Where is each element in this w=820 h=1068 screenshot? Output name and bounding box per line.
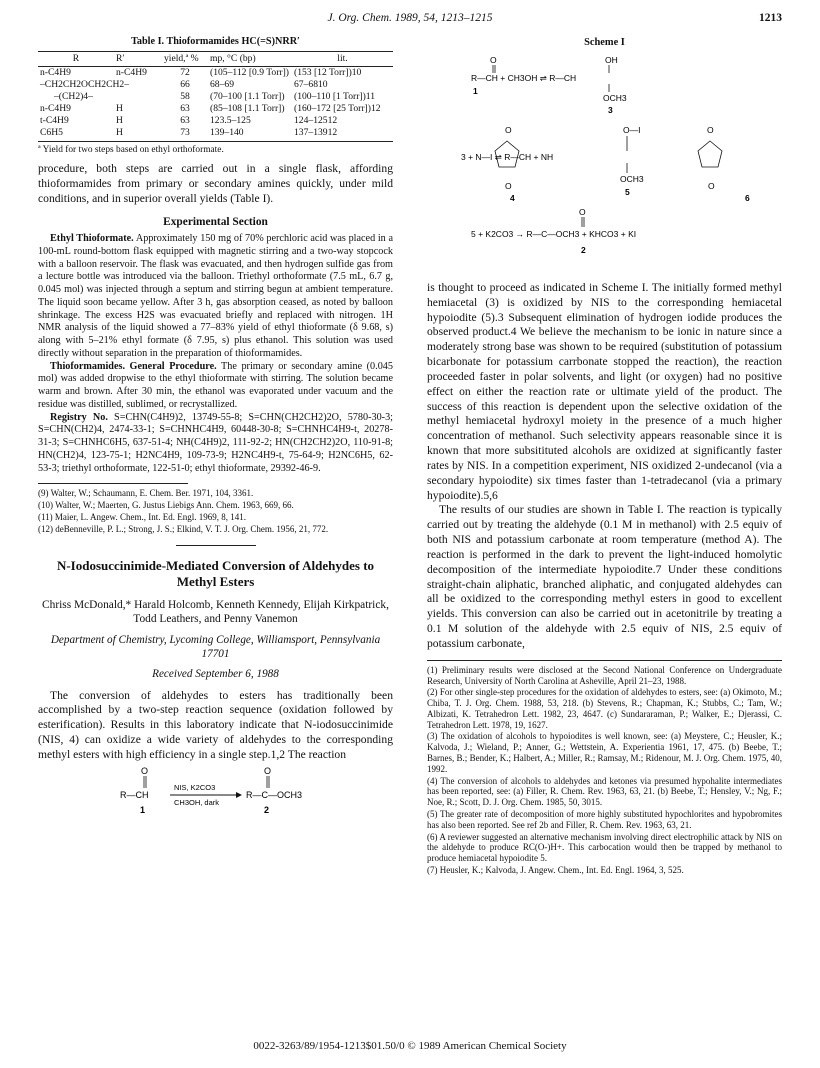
reaction-diagram <box>38 765 393 817</box>
ester-formula: R—C—OCH3 <box>246 789 303 800</box>
experimental-paragraph <box>38 233 393 361</box>
page-number: 1213 <box>759 12 782 24</box>
oxygen-atom: O <box>490 55 497 65</box>
compound-label-6: 6 <box>745 193 750 203</box>
table-cell: 123.5–125 <box>210 114 251 126</box>
table-cell: (85–108 [1.1 Torr]) <box>210 102 285 114</box>
table-cell: n-C4H9 <box>40 66 71 78</box>
scheme-title: Scheme I <box>584 37 625 48</box>
compound-label-4: 4 <box>510 193 515 203</box>
table-cell: t-C4H9 <box>40 114 69 126</box>
footnote-divider <box>427 660 782 661</box>
left-column <box>38 36 393 817</box>
table-cell: H <box>116 102 123 114</box>
oxygen-atom: O <box>707 125 714 135</box>
reference-item: (4) The conversion of alcohols to aldehydes and ketones via presumed hypohalite intermediates has been reported, see: (a) Filler, R. Chem. Rev. 1963, 63, 21. (b) Beebe, T.; Hensley, V.; Ng, F.; Noe, R.; Scott, D. J. Org. Chem. 1985, 50, 3015. <box>427 775 782 808</box>
reference-item: (12) deBenneville, P. L.; Strong, J. S.; Elkind, V. T. J. Org. Chem. 1956, 21, 772. <box>38 523 329 534</box>
running-header <box>0 12 820 28</box>
thioformamide-table <box>38 51 393 142</box>
article-affiliation: Department of Chemistry, Lycoming College, Williamsport, Pennsylvania 17701 <box>50 633 381 660</box>
table-header-row <box>38 51 393 66</box>
oxygen-atom: O <box>264 765 272 776</box>
paragraph-heading: Ethyl Thioformate. <box>50 233 134 245</box>
article-authors: Chriss McDonald,* Harald Holcomb, Kenneth Kennedy, Elijah Kirkpatrick, Todd Leathers, and Penny Vanemon <box>42 599 389 626</box>
table-cell: 66 <box>180 78 190 90</box>
registry-body: S=CHN(C4H9)2, 13749-55-8; S=CHN(CH2CH2)2O, 5780-30-3; S=CHN(CH2)4, 2474-33-1; S=CHNHC4H9, 60448-30-8; S=CHNHC4H9-t, 20278-31-3; S=CHNHC6H5, 637-51-4; NH(C4H9)2, 111-92-2; HN(CH2CH2)2O, 110-91-8; HN(CH2)4, 123-75-1; H2NC4H9, 109-73-9; H2NC4H9-t, 75-64-9; H2NC6H5, 62-53-3; triethyl orthoformate, 122-51-0; ethyl thioformate, 29392-46-9. <box>38 411 393 474</box>
oxygen-atom: O <box>141 765 149 776</box>
footnote-divider <box>38 483 188 484</box>
table-cell: (100–110 [1 Torr])11 <box>294 90 376 102</box>
table-cell: n-C4H9 <box>40 102 71 114</box>
paragraph-heading: Thioformamides. General Procedure. <box>50 360 217 372</box>
table-cell: 63 <box>180 114 190 126</box>
compound-label-2: 2 <box>581 245 586 255</box>
left-references <box>38 488 393 534</box>
oxygen-atom: O <box>579 207 586 217</box>
compound-label-5: 5 <box>625 187 630 197</box>
intro-paragraph: procedure, both steps are carried out in a single flask, affording thioformamides from primary or secondary amines quickly, under mild conditions, and in superior overall yields (Table I). <box>38 162 393 206</box>
reference-item: (5) The greater rate of decomposition of more highly substituted hypochlorites and hypobromites has also been reported. See ref 2b and Filler, R. Chem. Rev. 1963, 63, 21. <box>427 809 782 830</box>
table-caption: Table I. Thioformamides HC(=S)NRR′ <box>131 36 300 47</box>
article-divider <box>176 545 256 546</box>
table-cell: 58 <box>180 90 190 102</box>
table-footnote: ª Yield for two steps based on ethyl orthoformate. <box>38 144 224 155</box>
table-cell: H <box>116 114 123 126</box>
compound-label-1: 1 <box>473 86 478 96</box>
reagent-bottom: CH3OH, dark <box>174 797 220 807</box>
table-cell: (160–172 [25 Torr])12 <box>294 102 381 114</box>
scheme-diagram <box>427 49 782 279</box>
table-cell: 67–6810 <box>294 78 328 90</box>
results-paragraph: The results of our studies are shown in Table I. The reaction is typically carried out by treating the aldehyde (0.1 M in methanol) with 2.5 equiv of both NIS and potassium carbonate at room temperature (method A). The reaction is performed in the dark to prevent the light-induced homolytic decomposition of the intermediate hypoiodite.7 Under these conditions straight-chain aliphatic, branched aliphatic, and conjugated aldehydes can all be oxidized to the corresponding methyl esters in good to excellent yields. This conversion can also be carried out in acetonitrile by treating a 0.1 M solution of the aldehyde with 2.5 equiv of NIS, 2.5 equiv of potassium carbonate, <box>427 503 782 650</box>
compound-label-1: 1 <box>140 804 146 815</box>
reference-item: (2) For other single-step procedures for the oxidation of aldehydes to esters, see: (a) Okimoto, M.; Chiba, T. J. Org. Chem. 1988, 53, 218. (b) Stevens, R.; Chapman, K.; Stubbs, C.; Tam, W.; Albizati, K. Tetrahedron Lett. 1982, 23, 4647. (c) Sundararaman, P.; Walker, E.; Djerassi, C. Tetrahedron Lett. 1978, 19, 1627. <box>427 687 782 730</box>
scheme-line-3: 3 + N—I ⇌ R—CH + NH <box>461 152 554 162</box>
reference-item: (6) A reviewer suggested an alternative mechanism involving direct electrophilic attack by NIS on the aldehyde to produce RC(O-)H+. This carbocation would then be trapped by methanol to produce hemiacetal hypoiodite 5. <box>427 831 782 864</box>
table-cell: C6H5 <box>38 127 114 141</box>
col-header-lit: lit. <box>292 51 393 66</box>
table-row <box>38 103 393 115</box>
table-row <box>38 115 393 127</box>
reference-item: (7) Heusler, K.; Kalvoda, J. Angew. Chem., Int. Ed. Engl. 1964, 3, 525. <box>427 865 684 876</box>
table-cell: H <box>114 127 162 141</box>
col-header-mp: mp, °C (bp) <box>208 51 292 66</box>
table-cell: n-C4H9 <box>116 66 147 78</box>
table-cell: –(CH2)4– <box>54 90 93 102</box>
table-cell: 63 <box>180 102 190 114</box>
table-cell: 124–12512 <box>294 114 338 126</box>
table-row <box>38 79 393 91</box>
abstract-paragraph: The conversion of aldehydes to esters has traditionally been accomplished by a two-step reaction sequence (oxidation followed by esterification). Results in this laboratory indicate that N-iodosuccinimide (NIS, 4) can oxidize a wide variety of aldehydes to the corresponding methyl esters with high efficiency in a single step.1,2 The reaction <box>38 688 393 761</box>
reference-item: (3) The oxidation of alcohols to hypoiodites is well known, see: (a) Meystere, C.; Heusler, K.; Kalvoda, J.; Wieland, P.; Anner, G.; Wettstein, A. Experientia 1961, 17, 475. (b) Beebe, T.; Barnes, B.; Bender, K.; Halbert, A.; Miller, R.; Ramsay, M.; Ridenour, M. J. Org. Chem. 1975, 40, 1992. <box>427 731 782 774</box>
registry-paragraph <box>38 412 393 476</box>
reference-item: (1) Preliminary results were disclosed at the Second National Conference on Undergraduate Research, University of North Carolina at Asheville, April 21–23, 1988. <box>427 664 782 686</box>
oxygen-atom: O <box>505 125 512 135</box>
right-references <box>427 665 782 876</box>
oxygen-atom: O <box>505 181 512 191</box>
table-row <box>38 66 393 78</box>
reference-item: (11) Maier, L. Angew. Chem., Int. Ed. Engl. 1969, 8, 141. <box>38 511 246 522</box>
table-cell: 68–69 <box>210 78 234 90</box>
table-row <box>38 91 393 103</box>
table-cell: 73 <box>162 127 208 141</box>
table-cell: 139–140 <box>208 127 292 141</box>
compound-label-3: 3 <box>608 105 613 115</box>
paragraph-body: Approximately 150 mg of 70% perchloric acid was placed in a 100-mL round-bottom flask equipped with magnetic stirring and a two-way stopcock with a balloon reservoir. The flask was evacuated, and then hydrogen sulfide gas from a lecture bottle was introduced via the balloon. Triethyl orthoformate (7.5 mL, 6.7 g, 0.045 mol) was injected through a septum and stirring begun at ambient temperature. The liquid soon became yellow. After 3 h, gas absorption ceased, as noted by balloon shrinkage. The excess H2S was evacuated briefly and replaced with nitrogen. 1H NMR analysis of the liquid showed a 77–83% yield of ethyl thioformate (δ 9.68, s) along with 5–21% ethyl formate (δ 7.95, s) plus ethanol. This solution was used directly without separation in the preparation of thioformamides. <box>38 233 393 359</box>
succinimide-ring <box>698 141 722 167</box>
experimental-paragraph <box>38 361 393 412</box>
mechanism-paragraph: is thought to proceed as indicated in Scheme I. The initially formed methyl hemiacetal (3) is oxidized by NIS to the corresponding hemiacetal hypoiodite (5).3 Subsequent elimination of hydrogen iodide produces the observed product.4 We believe the mechanism to be ionic in nature since a moderately strong base was shown to be required (substitution of potassium bicarbonate for potassium carrbonate stopped the reaction), the reaction proceeded faster in polar solvents, and light (or oxygen) had no positive effect on either the reaction rate or ultimate yield of the product. The success of this reaction is dependent upon the selective oxidation of the methyl hemiacetal hydroxyl moiety in the presence of a much higher concentration of methanol. Such selectivity appears reasonable since it is known that more subsitituted alcohols are oxidized at significantly faster rates by NIS. In a competition experiment, NIS oxidized 2-undecanol (via a secondary hypoiodite) six times faster than 1-tetradecanol (via a primary hypoiodite).5,6 <box>427 281 782 502</box>
scheme-line-1: R—CH + CH3OH ⇌ R—CH <box>471 73 577 83</box>
scheme-line-4: 5 + K2CO3 → R—C—OCH3 + KHCO3 + KI <box>471 229 637 239</box>
right-column <box>427 36 782 877</box>
table-cell: –CH2CH2OCH2CH2– <box>40 78 130 90</box>
section-title: Experimental Section <box>163 215 268 228</box>
page-footer: 0022-3263/89/1954-1213$01.50/0 © 1989 American Chemical Society <box>253 1040 567 1052</box>
compound-label-2: 2 <box>264 804 270 815</box>
table-cell: 137–13912 <box>292 127 393 141</box>
table-cell: (70–100 [1.1 Torr]) <box>210 90 285 102</box>
paragraph-body: The primary or secondary amine (0.045 mol) was added dropwise to the ethyl thioformate with stirring. The solution became warm and brown. After 30 min, the ethanol was evaporated under vacuum and the residue was distilled, sublimed, or recrystallized. <box>38 360 393 410</box>
registry-heading: Registry No. <box>50 411 108 423</box>
methoxy-group: OCH3 <box>603 93 627 103</box>
reference-item: (10) Walter, W.; Maerten, G. Justus Liebigs Ann. Chem. 1963, 669, 66. <box>38 500 294 511</box>
aldehyde-formula: R—CH <box>120 789 149 800</box>
col-header-r: R <box>38 51 114 66</box>
article-received: Received September 6, 1988 <box>152 667 279 680</box>
methoxy-group: OCH3 <box>620 174 644 184</box>
reagent-top: NIS, K2CO3 <box>174 782 216 792</box>
article-title: N-Iodosuccinimide-Mediated Conversion of Aldehydes to Methyl Esters <box>56 557 375 589</box>
table-cell: (153 [12 Torr])10 <box>294 66 362 78</box>
hydroxyl-group: OH <box>605 55 618 65</box>
journal-citation: J. Org. Chem. 1989, 54, 1213–1215 <box>327 12 493 24</box>
reference-item: (9) Walter, W.; Schaumann, E. Chem. Ber. 1971, 104, 3361. <box>38 488 254 499</box>
oxygen-atom: O <box>708 181 715 191</box>
col-header-r-prime: R′ <box>114 51 162 66</box>
col-header-yield: yield,ª % <box>162 51 208 66</box>
table-row <box>38 127 393 141</box>
hypoiodite-group: O—I <box>623 125 641 135</box>
table-cell: 72 <box>180 66 190 78</box>
table-cell: (105–112 [0.9 Torr]) <box>210 66 289 78</box>
